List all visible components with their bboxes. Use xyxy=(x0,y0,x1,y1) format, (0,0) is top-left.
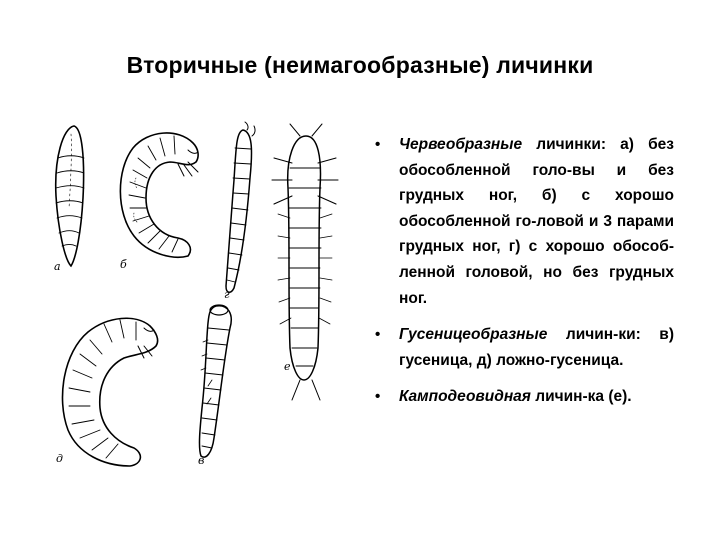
bullet-term: Гусеницеобразные xyxy=(399,326,548,344)
bullet-term: Червеобразные xyxy=(399,136,523,153)
bullet-list xyxy=(372,132,674,421)
bullet-item xyxy=(372,132,674,311)
larvae-illustration xyxy=(38,118,368,480)
bullet-term: Камподеовидная xyxy=(399,388,531,406)
bullet-text: личинки: а) без обособленной голо-вы и без грудных ног, б) с хорошо обособленной го-ловой и 3 парами грудных ног, г) с хорошо обособ-ленной головой, но без грудных ног. xyxy=(399,136,674,307)
label-v: в xyxy=(198,454,205,467)
bullet-dot-icon: • xyxy=(375,388,381,406)
label-d: д xyxy=(56,452,63,465)
bullet-dot-icon: • xyxy=(375,326,381,344)
label-a: а xyxy=(54,260,61,273)
larva-a-maggot xyxy=(56,126,84,266)
larva-wireworm xyxy=(226,122,255,292)
bullet-item xyxy=(372,322,674,373)
label-e: е xyxy=(284,360,291,373)
label-g: г xyxy=(224,288,230,301)
label-b: б xyxy=(120,258,127,271)
bullet-item xyxy=(372,384,674,410)
bullet-text: личин-ки: в) гусеница, д) ложно-гусеница. xyxy=(399,326,674,369)
bullet-text: личин-ка (е). xyxy=(535,388,632,406)
slide-title: Вторичные (неимагообразные) личинки xyxy=(126,52,594,78)
larva-v-caterpillar xyxy=(199,305,231,457)
larva-b-grub xyxy=(120,133,198,257)
bullet-dot-icon: • xyxy=(375,136,381,153)
larva-e-campodeiform xyxy=(272,124,338,400)
larva-d-false-caterpillar xyxy=(62,318,157,466)
